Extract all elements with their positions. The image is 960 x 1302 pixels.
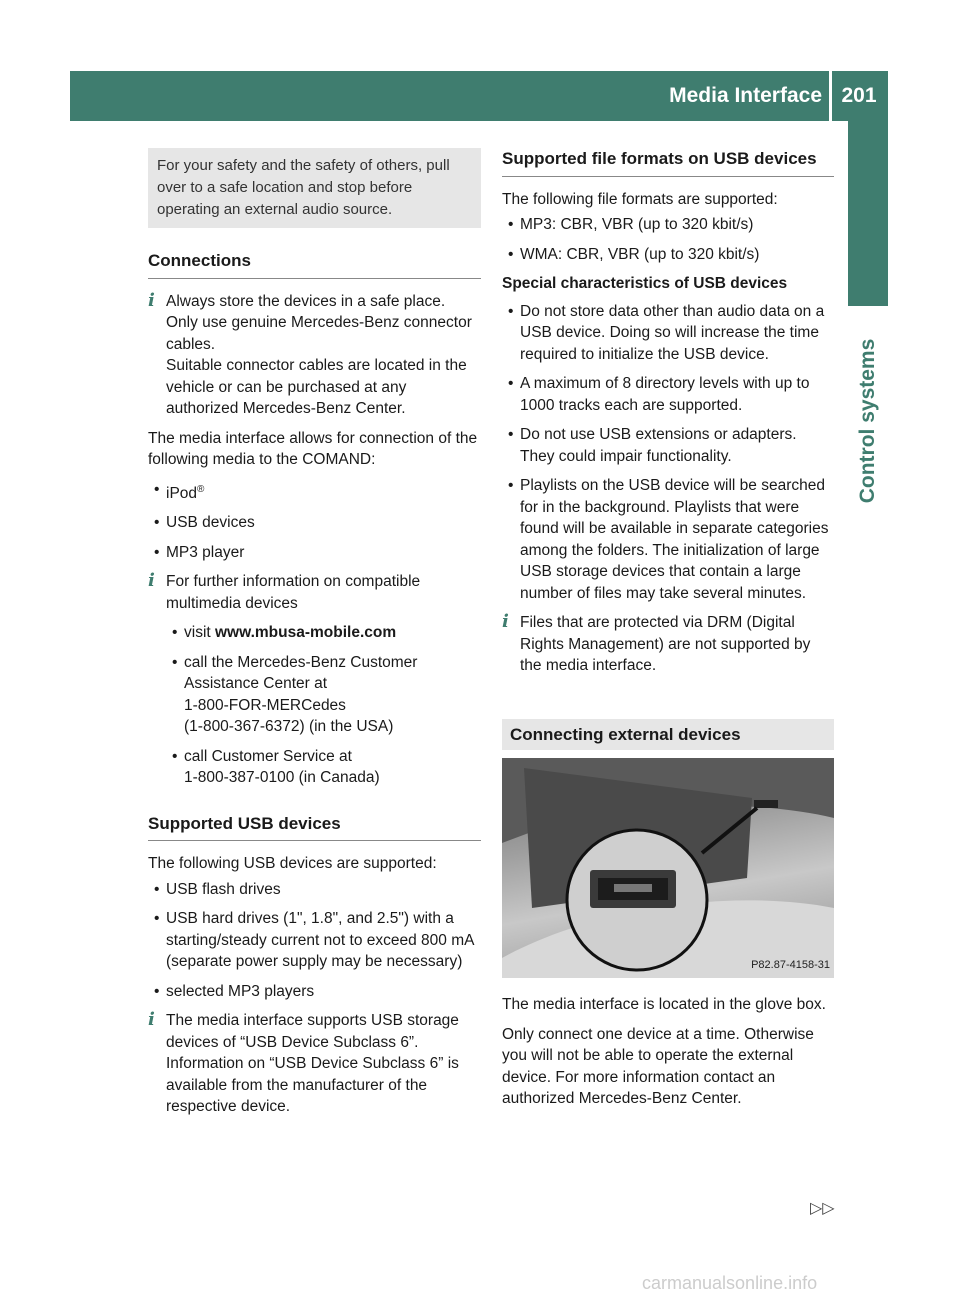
list-item: • USB hard drives (1", 1.8", and 2.5") with a starting/steady current not to exceed 800 mA (separate power supply may be necessary) (148, 908, 481, 973)
glove-box-photo (502, 758, 834, 978)
list-item: • call the Mercedes-Benz Customer Assistance Center at 1-800-FOR-MERCedes (1-800-367-6372) (in the USA) (166, 652, 481, 738)
connections-info (148, 291, 481, 420)
page-number: 201 (841, 84, 877, 107)
formats-intro: The following file formats are supported: (502, 190, 778, 208)
glove-box-illustration (502, 758, 834, 978)
info-icon: i (148, 289, 155, 311)
list-item: • USB devices (148, 512, 481, 534)
special-heading: Special characteristics of USB devices (502, 275, 788, 292)
info-line: For further information on compatible multimedia devices (166, 573, 421, 612)
connections-heading: Connections (148, 250, 481, 279)
list-item: • MP3: CBR, VBR (up to 320 kbit/s) (502, 214, 834, 236)
header-bar (70, 71, 888, 121)
drm-info (502, 612, 834, 677)
continue-icon: ▷▷ (810, 1200, 835, 1217)
file-formats-heading: Supported file formats on USB devices (502, 148, 834, 177)
usb-subclass-info (148, 1010, 481, 1118)
info-icon: i (148, 1009, 155, 1031)
connect-warning: Only connect one device at a time. Otherwise you will not be able to operate the external device. For more information contact an authorized Mercedes-Benz Center. (502, 1025, 814, 1107)
section-title: Media Interface (669, 84, 822, 107)
list-item: • Do not store data other than audio data on a USB device. Doing so will increase the time required to initialize the USB device. (502, 301, 834, 366)
list-item: • WMA: CBR, VBR (up to 320 kbit/s) (502, 244, 834, 266)
list-item: • A maximum of 8 directory levels with up to 1000 tracks each are supported. (502, 373, 834, 416)
info-line: Suitable connector cables are located in the vehicle or can be purchased at any authorized Mercedes-Benz Center. (166, 357, 467, 417)
list-item: • visit www.mbusa-mobile.com (166, 622, 481, 644)
connecting-heading: Connecting external devices (502, 719, 834, 751)
list-item: • selected MP3 players (148, 981, 481, 1003)
info-line: Only use genuine Mercedes-Benz connector cables. (166, 314, 472, 353)
location-text: The media interface is located in the glove box. (502, 996, 826, 1013)
usb-intro: The following USB devices are supported: (148, 855, 437, 873)
website-link[interactable]: www.mbusa-mobile.com (215, 624, 397, 642)
list-item: • Playlists on the USB device will be searched for in the background. Playlists that were found will be available in separate categories among the folders. The initialization of large USB storage devices that contain a large number of files may take several minutes. (502, 475, 834, 604)
chapter-label-text: Control systems (856, 338, 879, 504)
photo-code: P82.87-4158-31 (751, 958, 830, 971)
list-item: • Do not use USB extensions or adapters. They could impair functionality. (502, 424, 834, 467)
info-icon: i (148, 570, 155, 592)
chapter-tab (848, 121, 888, 306)
chapter-label (848, 306, 888, 536)
compatible-devices-info (148, 571, 481, 789)
right-column (502, 148, 834, 1110)
list-item: • MP3 player (148, 542, 481, 564)
info-line: Always store the devices in a safe place. (166, 292, 446, 310)
info-line: Files that are protected via DRM (Digital Rights Management) are not supported by the media interface. (520, 614, 811, 674)
usb-devices-heading: Supported USB devices (148, 813, 481, 842)
list-item: • call Customer Service at 1-800-387-0100 (in Canada) (166, 746, 481, 789)
info-icon: i (502, 611, 509, 632)
watermark: carmanualsonline.info (642, 1273, 818, 1293)
registered-mark: ® (197, 483, 205, 495)
list-item: • USB flash drives (148, 879, 481, 901)
safety-note: For your safety and the safety of others, pull over to a safe location and stop before operating an external audio source. (148, 148, 481, 228)
media-intro: The media interface allows for connection of the following media to the COMAND: (148, 429, 478, 468)
info-line: The media interface supports USB storage devices of “USB Device Subclass 6”. Information on “USB Device Subclass 6” is available from the manufacturer of the respective device. (166, 1012, 459, 1116)
left-column (148, 148, 481, 1126)
list-item: • iPod® (148, 479, 481, 505)
header-divider (829, 71, 832, 121)
